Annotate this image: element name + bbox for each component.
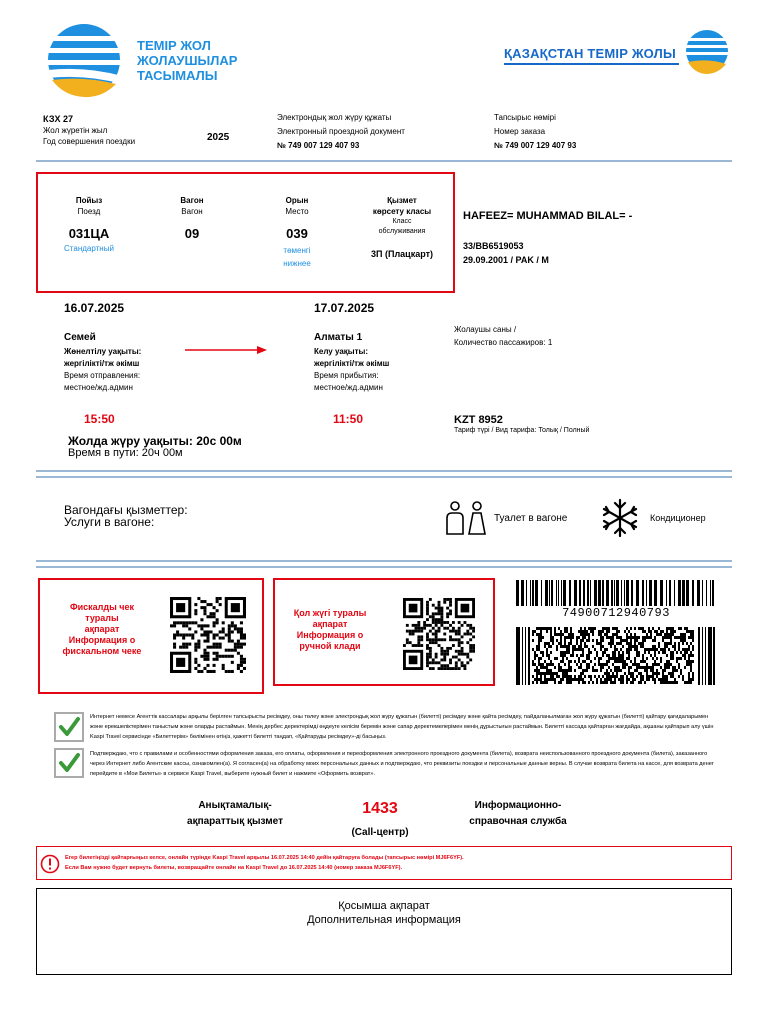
car-label-ru: Вагон (181, 207, 203, 216)
class-label-ru1: Класс (392, 218, 412, 225)
seat-note-kz: төменгі (283, 246, 311, 255)
refund-warning-kz: Егер билетіңізді қайтарғыңыз келсе, онлайн түрінде Kaspi Travel арқылы 16.07.2025 14:40 дейін қайтаруға болады (тапсырыс нөмірі MJ6F6YF). (65, 855, 464, 861)
arrival-station: Алматы 1 (314, 332, 363, 343)
seat-label-ru: Место (285, 207, 309, 216)
ktzh-passenger-logo (46, 22, 124, 98)
train-number: 031ЦА (68, 226, 110, 241)
pax-label-kz: Жолаушы саны / (454, 325, 517, 334)
checkmark-icon (56, 750, 82, 776)
info-service-kz-2: ақпараттық қызмет (187, 816, 283, 827)
fiscal-text-4: Информация о (68, 635, 136, 645)
warning-icon (40, 854, 60, 874)
arr-label-kz2: жергілікті/тж әкімш (314, 359, 390, 368)
departure-station: Семей (64, 332, 96, 343)
fiscal-qr-code[interactable] (170, 597, 246, 673)
train-type: Стандартный (64, 244, 114, 253)
divider (36, 470, 732, 478)
year-label-kz: Жол жүретін жыл (43, 126, 108, 135)
dep-label-ru2: местное/жд.админ (64, 383, 133, 392)
service-class: 3П (Плацкарт) (371, 249, 433, 259)
luggage-text-1: Қол жүгі туралы (293, 608, 367, 618)
tariff-type: Тариф түрі / Вид тарифа: Толық / Полный (454, 427, 590, 434)
consent-text-ru: Подтверждаю, что с правилами и особенностями оформления заказа, его оплаты, оформления и переоформления электронного проездного документа (билета), возврата неиспользованного проездного документа (билета), заказанного через Интернет либо Агентские кассы, ознакомлен(а). Я согласен(а) на обработку моих персональных данных и подтверждаю, что реквизиты поездки и персональные данные верны. В случае возврата билета на кассе, для возврата денег перейдите в «Мои Билеты» в сервисе Kaspi Travel, выберите нужный билет и нажмите «Оформить возврат». (90, 751, 714, 777)
arrival-date: 17.07.2025 (314, 301, 375, 315)
ticket-barcode (516, 580, 716, 608)
ticket-code: КЗХ 27 (43, 114, 73, 124)
consent-checkbox-ru[interactable] (54, 748, 84, 778)
order-label-ru: Номер заказа (494, 127, 546, 136)
order-label-kz: Тапсырыс нөмірі (494, 113, 556, 122)
dep-label-kz2: жергілікті/тж әкімш (64, 359, 140, 368)
train-label-ru: Поезд (77, 207, 101, 216)
snowflake-icon (598, 498, 642, 538)
ktzh-logo (684, 28, 730, 76)
arr-label-kz1: Келу уақыты: (314, 347, 369, 356)
doc-label-kz: Электрондық жол жүру құжаты (277, 113, 392, 122)
pax-label-ru: Количество пассажиров: 1 (454, 338, 553, 347)
seat-note-ru: нижнее (283, 259, 311, 268)
year-label-ru: Год совершения поездки (43, 137, 136, 146)
dep-label-ru1: Время отправления: (64, 371, 141, 380)
services-label-kz: Вагондағы қызметтер: (64, 503, 188, 517)
consent-checkbox-kz[interactable] (54, 712, 84, 742)
train-label-kz: Пойыз (75, 196, 103, 205)
class-label-kz2: көрсету класы (372, 207, 432, 216)
org-name-line3: ТАСЫМАЛЫ (137, 68, 218, 83)
arr-label-ru1: Время прибытия: (314, 371, 379, 380)
org-name-line1: ТЕМІР ЖОЛ (137, 38, 211, 53)
call-center-label: (Call-центр) (351, 827, 409, 838)
barcode-number: 74900712940793 (562, 606, 670, 620)
info-service-kz-1: Анықтамалық- (198, 800, 272, 811)
order-number: № 749 007 129 407 93 (494, 141, 577, 150)
ticket-price: KZT 8952 (454, 414, 503, 426)
doc-number: № 749 007 129 407 93 (277, 141, 360, 150)
consent-text-kz: Интернет немесе Агенттік кассалары арқылы берілген тапсырысты ресімдеу, оны төлеу және электрондық жол жүру құжатын (билетті) ресімдеу және қайта ресімдеу, пайдаланылмаған жол жүру құжатын (билетті) қайтару қағидаларымен және ерекшеліктерімен таныстым және оларды растаймын. Менің дербес деректерімді өңдеуге келісім беремін және сапар деректемелерімен менің дұрыстығын растаймын. Билетті кассада қайтарған жағдайда, ақшаны қайтарып алу үшін Kaspi Travel сервисінде «Билеттерім» бөлімінен өтіңіз, қажетті билетті таңдап, «Қайтаруды ресімдеу»-ді басыңыз. (90, 714, 714, 740)
org-name-line2: ЖОЛАУШЫЛАР (137, 53, 238, 68)
direction-arrow-icon (185, 345, 267, 355)
passenger-name: HAFEEZ= MUHAMMAD BILAL= - (463, 210, 633, 222)
duration-kz: Жолда жүру уақыты: 20с 00м (68, 434, 242, 448)
arr-label-ru2: местное/жд.админ (314, 383, 383, 392)
duration-ru: Время в пути: 20ч 00м (68, 447, 183, 459)
car-number: 09 (184, 226, 200, 241)
trip-year: 2025 (207, 132, 230, 143)
fiscal-text-1: Фискалды чек (69, 602, 135, 612)
class-label-kz1: Қызмет (387, 196, 417, 205)
info-service-ru-2: справочная служба (469, 816, 567, 827)
refund-warning-ru: Если Вам нужно будет вернуть билеты, возвращайте онлайн на Kaspi Travel до 16.07.2025 14:40 (номер заказа MJ6F6YF). (65, 865, 403, 871)
passenger-birth: 29.09.2001 / PAK / M (463, 255, 549, 265)
class-label-ru2: обслуживания (378, 228, 426, 235)
luggage-qr-code[interactable] (403, 598, 475, 670)
info-service-ru-1: Информационно- (474, 800, 562, 811)
additional-info-kz: Қосымша ақпарат (338, 900, 430, 912)
pdf417-barcode (516, 627, 716, 685)
divider (36, 160, 732, 162)
dep-label-kz1: Жөнелтілу уақыты: (64, 347, 142, 356)
seat-label-kz: Орын (285, 196, 309, 205)
luggage-text-4: ручной клади (299, 641, 361, 651)
additional-info-ru: Дополнительная информация (307, 914, 461, 926)
ktzh-brand-text: ҚАЗАҚСТАН ТЕМІР ЖОЛЫ (504, 46, 676, 61)
toilet-icon (444, 500, 488, 536)
fiscal-text-3: ақпарат (84, 624, 120, 634)
departure-time: 15:50 (84, 412, 115, 426)
departure-date: 16.07.2025 (64, 301, 125, 315)
toilet-label: Туалет в вагоне (494, 513, 568, 524)
call-center-number[interactable]: 1433 (362, 800, 398, 817)
luggage-text-3: Информация о (296, 630, 364, 640)
doc-label-ru: Электронный проездной документ (277, 127, 405, 136)
arrival-time: 11:50 (333, 412, 364, 426)
seat-number: 039 (286, 226, 308, 241)
fiscal-text-2: туралы (85, 613, 119, 623)
ac-label: Кондиционер (650, 513, 706, 523)
checkmark-icon (56, 714, 82, 740)
passenger-document: 33/BB6519053 (463, 241, 524, 251)
car-label-kz: Вагон (180, 196, 204, 205)
services-label-ru: Услуги в вагоне: (64, 515, 155, 529)
luggage-text-2: ақпарат (312, 619, 348, 629)
fiscal-text-5: фискальном чеке (62, 646, 142, 656)
divider (36, 560, 732, 568)
